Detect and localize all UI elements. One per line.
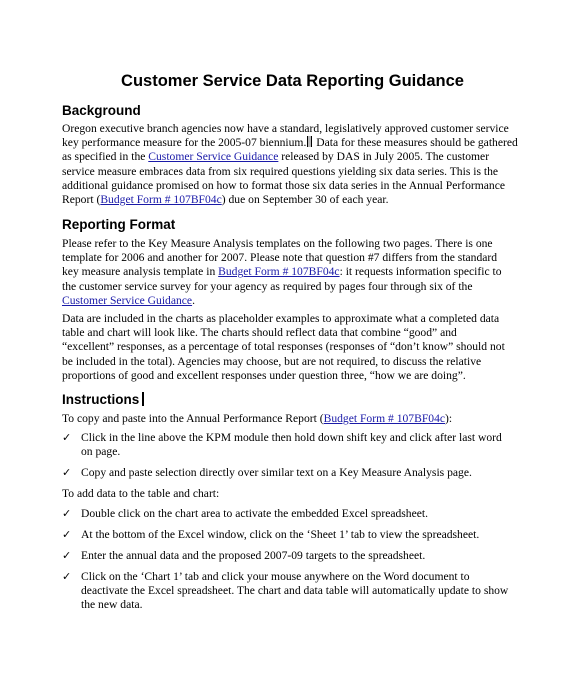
text-line: [62, 150, 532, 164]
text-cursor-icon: [142, 392, 144, 406]
text-run: ) due on September 30 of each year.: [221, 193, 389, 207]
text-run: key measure analysis template in: [62, 265, 219, 279]
text-line: on page.: [81, 445, 121, 459]
text-line: Please refer to the Key Measure Analysis templates on the following two pages. There is one: [62, 237, 493, 250]
text-run: as specified in the: [62, 150, 149, 164]
instructions-heading: [62, 392, 144, 407]
text-line: Double click on the chart area to activate the embedded Excel spreadsheet.: [81, 507, 429, 520]
list-item-text: [81, 570, 508, 613]
text-line: deactivate the Excel spreadsheet. The chart and data table will automatically update to show: [81, 584, 509, 598]
text-run: key performance measure for the 2005-07 biennium.: [62, 136, 307, 150]
text-run: ):: [445, 412, 453, 425]
checkmark-icon: ✓: [62, 507, 72, 520]
budget-form-link[interactable]: Budget Form # 107BF04c: [218, 265, 340, 279]
text-run: released by DAS in July 2005. The customer: [278, 150, 490, 164]
text-line: [62, 294, 532, 308]
text-line: Data are included in the charts as placeholder examples to approximate what a completed data: [62, 312, 500, 325]
text-run: : it requests information specific to: [339, 265, 502, 279]
list-item-text: [81, 507, 428, 521]
text-line: At the bottom of the Excel window, click on the ‘Sheet 1’ tab to view the spreadsheet.: [81, 528, 480, 541]
text-line: [62, 193, 532, 207]
checkmark-icon: ✓: [62, 431, 72, 444]
text-line: the customer service survey for your agency as required by pages four through six of the: [62, 279, 473, 293]
text-line: [62, 412, 532, 426]
text-line: the new data.: [81, 598, 143, 612]
text-line: proportions of good and excellent responses under question three, “how we are doing”.: [62, 368, 466, 382]
paragraph-mark-icon: [307, 136, 312, 147]
checkmark-icon: ✓: [62, 528, 72, 541]
customer-service-guidance-link[interactable]: Customer Service Guidance: [148, 150, 279, 164]
text-line: To add data to the table and chart:: [62, 487, 220, 500]
text-line: table and chart will look like. The charts should reflect data that combine “good” and: [62, 326, 457, 340]
checkmark-icon: ✓: [62, 549, 72, 562]
list-item-text: [81, 528, 479, 542]
document-title: Customer Service Data Reporting Guidance: [121, 72, 464, 90]
reporting-paragraph-1: [62, 237, 532, 308]
checkmark-icon: ✓: [62, 570, 72, 583]
text-line: be included in the total). Agencies may choose, but are not required, to discuss the relative: [62, 354, 482, 368]
text-line: Copy and paste selection directly over similar text on a Key Measure Analysis page.: [81, 466, 472, 479]
list-item-text: [81, 431, 502, 459]
text-line: service measure embraces data from six required questions yielding six data series. This is the: [62, 164, 499, 178]
text-line: additional guidance promised on how to format those six data series in the Annual Performance: [62, 178, 506, 192]
instructions-intro-1: [62, 412, 532, 426]
reporting-paragraph-2: [62, 312, 532, 383]
list-item-text: [81, 466, 472, 480]
instructions-heading-text: Instructions: [62, 392, 140, 407]
text-line: Oregon executive branch agencies now have a standard, legislatively approved customer service: [62, 122, 509, 135]
budget-form-link[interactable]: Budget Form # 107BF04c: [100, 193, 222, 207]
reporting-format-heading: Reporting Format: [62, 217, 176, 232]
text-line: Click on the ‘Chart 1’ tab and click your mouse anywhere on the Word document to: [81, 570, 470, 583]
text-line: Click in the line above the KPM module then hold down shift key and click after last word: [81, 431, 502, 444]
background-heading: Background: [62, 103, 141, 118]
background-paragraph: [62, 122, 532, 207]
text-run: Data for these measures should be gathered: [313, 136, 518, 150]
text-run: To copy and paste into the Annual Performance Report (: [62, 412, 324, 425]
text-line: [62, 265, 532, 279]
budget-form-link[interactable]: Budget Form # 107BF04c: [323, 412, 446, 425]
list-item-text: [81, 549, 425, 563]
customer-service-guidance-link[interactable]: Customer Service Guidance: [62, 293, 193, 307]
text-run: Report (: [62, 193, 101, 207]
instructions-intro-2: [62, 487, 532, 501]
text-line: Enter the annual data and the proposed 2007-09 targets to the spreadsheet.: [81, 549, 426, 562]
text-run: .: [192, 293, 195, 307]
text-line: template for 2006 and another for 2007. Please note that question #7 differs from the standard: [62, 251, 498, 265]
checkmark-icon: ✓: [62, 466, 72, 479]
text-line: [62, 136, 532, 150]
text-line: “excellent” responses, as a percentage of total responses (responses of “don’t know” should not: [62, 340, 505, 354]
